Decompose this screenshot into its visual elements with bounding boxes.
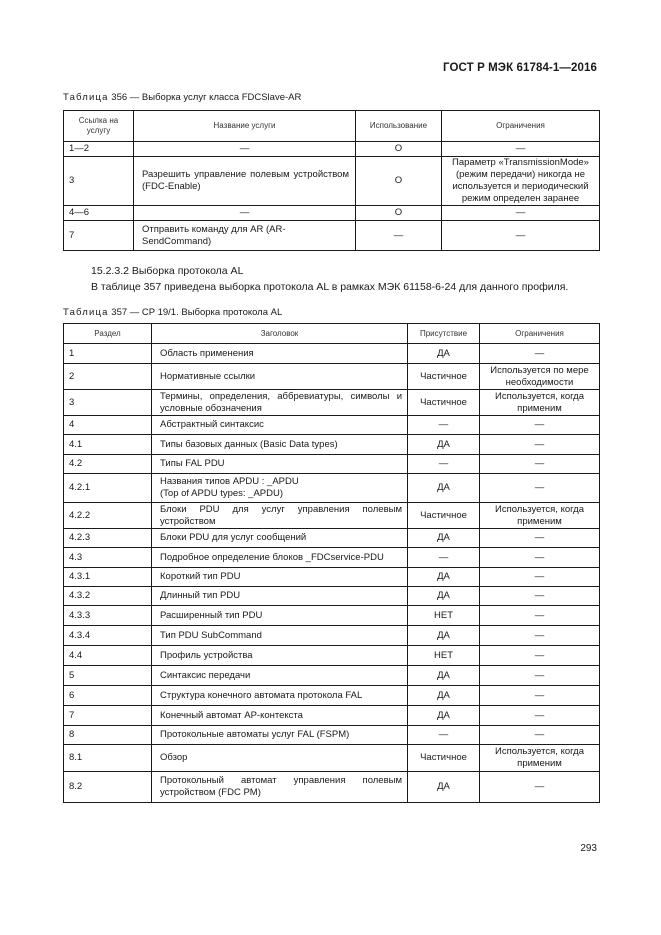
table-cell: Типы базовых данных (Basic Data types) [152, 435, 408, 455]
table-cell: Блоки PDU для услуг сообщений [152, 529, 408, 548]
table-cell: Используется по мере необходимости [480, 364, 600, 390]
table-cell: 3 [64, 157, 134, 206]
table-cell: — [442, 206, 600, 221]
table-cell: 8.1 [64, 745, 152, 772]
table-cell: 4.3.2 [64, 587, 152, 606]
section-paragraph: В таблице 357 приведена выборка протокола AL в рамках МЭК 61158-6-24 для данного профиля. [91, 281, 569, 293]
table-cell: Протокольный автомат управления полевым устройством (FDC PM) [152, 772, 408, 803]
table-row [64, 548, 600, 568]
table-cell: — [480, 587, 600, 606]
table-cell: Профиль устройства [152, 646, 408, 666]
table-cell: Термины, определения, аббревиатуры, символы и условные обозначения [152, 390, 408, 416]
table-cell: 4.3 [64, 548, 152, 568]
table-header-row [64, 324, 600, 344]
table-cell: 7 [64, 221, 134, 251]
column-header: Присутствие [408, 324, 480, 344]
table-cell: — [480, 706, 600, 726]
table-row [64, 706, 600, 726]
column-header: Ссылка на услугу [64, 111, 134, 142]
table-cell: — [480, 646, 600, 666]
table-cell: 4.3.3 [64, 606, 152, 626]
table-header-row [64, 111, 600, 142]
table-cell: — [442, 142, 600, 157]
table-cell: 4.2.2 [64, 503, 152, 529]
table-357-caption [63, 307, 282, 318]
table-cell: — [356, 221, 442, 251]
table-row [64, 745, 600, 772]
column-header: Использование [356, 111, 442, 142]
table-cell: — [480, 666, 600, 686]
table-row [64, 666, 600, 686]
table-row [64, 503, 600, 529]
table-cell: 5 [64, 666, 152, 686]
table-row [64, 474, 600, 503]
table-cell: Синтаксис передачи [152, 666, 408, 686]
table-cell: — [480, 435, 600, 455]
table-cell: Длинный тип PDU [152, 587, 408, 606]
table-cell: Обзор [152, 745, 408, 772]
table-cell: — [480, 568, 600, 587]
table-cell: Подробное определение блоков _FDCservice-PDU [152, 548, 408, 568]
table-cell: Нормативные ссылки [152, 364, 408, 390]
table-cell: ДА [408, 435, 480, 455]
table-row [64, 726, 600, 745]
page-number: 293 [580, 843, 597, 854]
table-cell: Частичное [408, 503, 480, 529]
table-cell: — [408, 548, 480, 568]
table-cell: — [480, 416, 600, 435]
table-cell: 4—6 [64, 206, 134, 221]
table-cell: Частичное [408, 390, 480, 416]
table-cell: ДА [408, 626, 480, 646]
table-cell: ДА [408, 568, 480, 587]
table-row [64, 686, 600, 706]
table-cell: 8.2 [64, 772, 152, 803]
table-cell: Тип PDU SubCommand [152, 626, 408, 646]
table-cell: Частичное [408, 745, 480, 772]
column-header: Название услуги [134, 111, 356, 142]
table-cell: — [480, 772, 600, 803]
table-cell: — [480, 474, 600, 503]
table-cell: O [356, 206, 442, 221]
table-cell: 7 [64, 706, 152, 726]
table-cell: Типы FAL PDU [152, 455, 408, 474]
caption-title: 357 — CP 19/1. Выборка протокола AL [108, 307, 283, 318]
table-cell: НЕТ [408, 646, 480, 666]
table-cell: 1 [64, 344, 152, 364]
table-row [64, 455, 600, 474]
table-cell: 4.3.4 [64, 626, 152, 646]
table-row [64, 142, 600, 157]
table-cell: — [134, 142, 356, 157]
table-cell: — [480, 455, 600, 474]
table-cell: 8 [64, 726, 152, 745]
column-header: Заголовок [152, 324, 408, 344]
table-cell: — [480, 548, 600, 568]
document-standard-header: ГОСТ Р МЭК 61784-1—2016 [443, 62, 597, 74]
column-header: Ограничения [480, 324, 600, 344]
table-cell: Используется, когда применим [480, 503, 600, 529]
table-row [64, 772, 600, 803]
table-cell: Параметр «TransmissionMode» (режим передачи) никогда не используется и периодический режим определен заранее [442, 157, 600, 206]
table-cell: — [480, 529, 600, 548]
table-row [64, 344, 600, 364]
table-row [64, 390, 600, 416]
table-cell: ДА [408, 587, 480, 606]
table-row [64, 568, 600, 587]
table-cell: Область применения [152, 344, 408, 364]
table-cell: 1—2 [64, 142, 134, 157]
caption-title: 356 — Выборка услуг класса FDCSlave-AR [108, 92, 302, 103]
column-header: Ограничения [442, 111, 600, 142]
table-cell: Используется, когда применим [480, 745, 600, 772]
section-heading: 15.2.3.2 Выборка протокола AL [91, 265, 244, 277]
table-cell: ДА [408, 686, 480, 706]
table-cell: Блоки PDU для услуг управления полевым устройством [152, 503, 408, 529]
table-row [64, 221, 600, 251]
table-cell: — [480, 626, 600, 646]
table-cell: — [442, 221, 600, 251]
table-cell: Разрешить управление полевым устройством (FDC-Enable) [134, 157, 356, 206]
table-cell: Конечный автомат AP-контекста [152, 706, 408, 726]
table-cell: — [408, 416, 480, 435]
table-cell: — [480, 344, 600, 364]
table-cell: Структура конечного автомата протокола FAL [152, 686, 408, 706]
caption-prefix: Таблица [63, 307, 109, 318]
table-row [64, 626, 600, 646]
table-row [64, 606, 600, 626]
table-cell: 4.2.1 [64, 474, 152, 503]
table-cell: O [356, 157, 442, 206]
table-row [64, 646, 600, 666]
table-cell: ДА [408, 772, 480, 803]
table-row [64, 529, 600, 548]
table-cell: 4.3.1 [64, 568, 152, 587]
table-cell: — [480, 606, 600, 626]
table-cell: — [134, 206, 356, 221]
table-cell: — [408, 455, 480, 474]
table-row [64, 587, 600, 606]
table-cell: Расширенный тип PDU [152, 606, 408, 626]
table-cell: Протокольные автоматы услуг FAL (FSPM) [152, 726, 408, 745]
table-cell: 6 [64, 686, 152, 706]
table-cell: ДА [408, 344, 480, 364]
table-cell: — [480, 726, 600, 745]
table-cell: 4.2 [64, 455, 152, 474]
table-cell: 4.1 [64, 435, 152, 455]
table-cell: Короткий тип PDU [152, 568, 408, 587]
table-row [64, 435, 600, 455]
table-cell: Названия типов APDU : _APDU (Top of APDU types: _APDU) [152, 474, 408, 503]
table-row [64, 206, 600, 221]
table-356-caption [63, 92, 301, 103]
table-row [64, 157, 600, 206]
table-cell: Используется, когда применим [480, 390, 600, 416]
table-cell: ДА [408, 666, 480, 686]
table-cell: 4.4 [64, 646, 152, 666]
table-cell: 2 [64, 364, 152, 390]
table-cell: ДА [408, 706, 480, 726]
table-cell: — [480, 686, 600, 706]
table-cell: НЕТ [408, 606, 480, 626]
table-row [64, 364, 600, 390]
table-cell: ДА [408, 529, 480, 548]
table-cell: Частичное [408, 364, 480, 390]
table-cell: O [356, 142, 442, 157]
table-357 [63, 323, 600, 803]
table-356 [63, 110, 600, 251]
table-cell: Отправить команду для AR (AR-SendCommand) [134, 221, 356, 251]
table-cell: 4 [64, 416, 152, 435]
table-cell: Абстрактный синтаксис [152, 416, 408, 435]
table-cell: — [408, 726, 480, 745]
table-row [64, 416, 600, 435]
table-cell: ДА [408, 474, 480, 503]
table-cell: 3 [64, 390, 152, 416]
column-header: Раздел [64, 324, 152, 344]
caption-prefix: Таблица [63, 92, 109, 103]
table-cell: 4.2.3 [64, 529, 152, 548]
